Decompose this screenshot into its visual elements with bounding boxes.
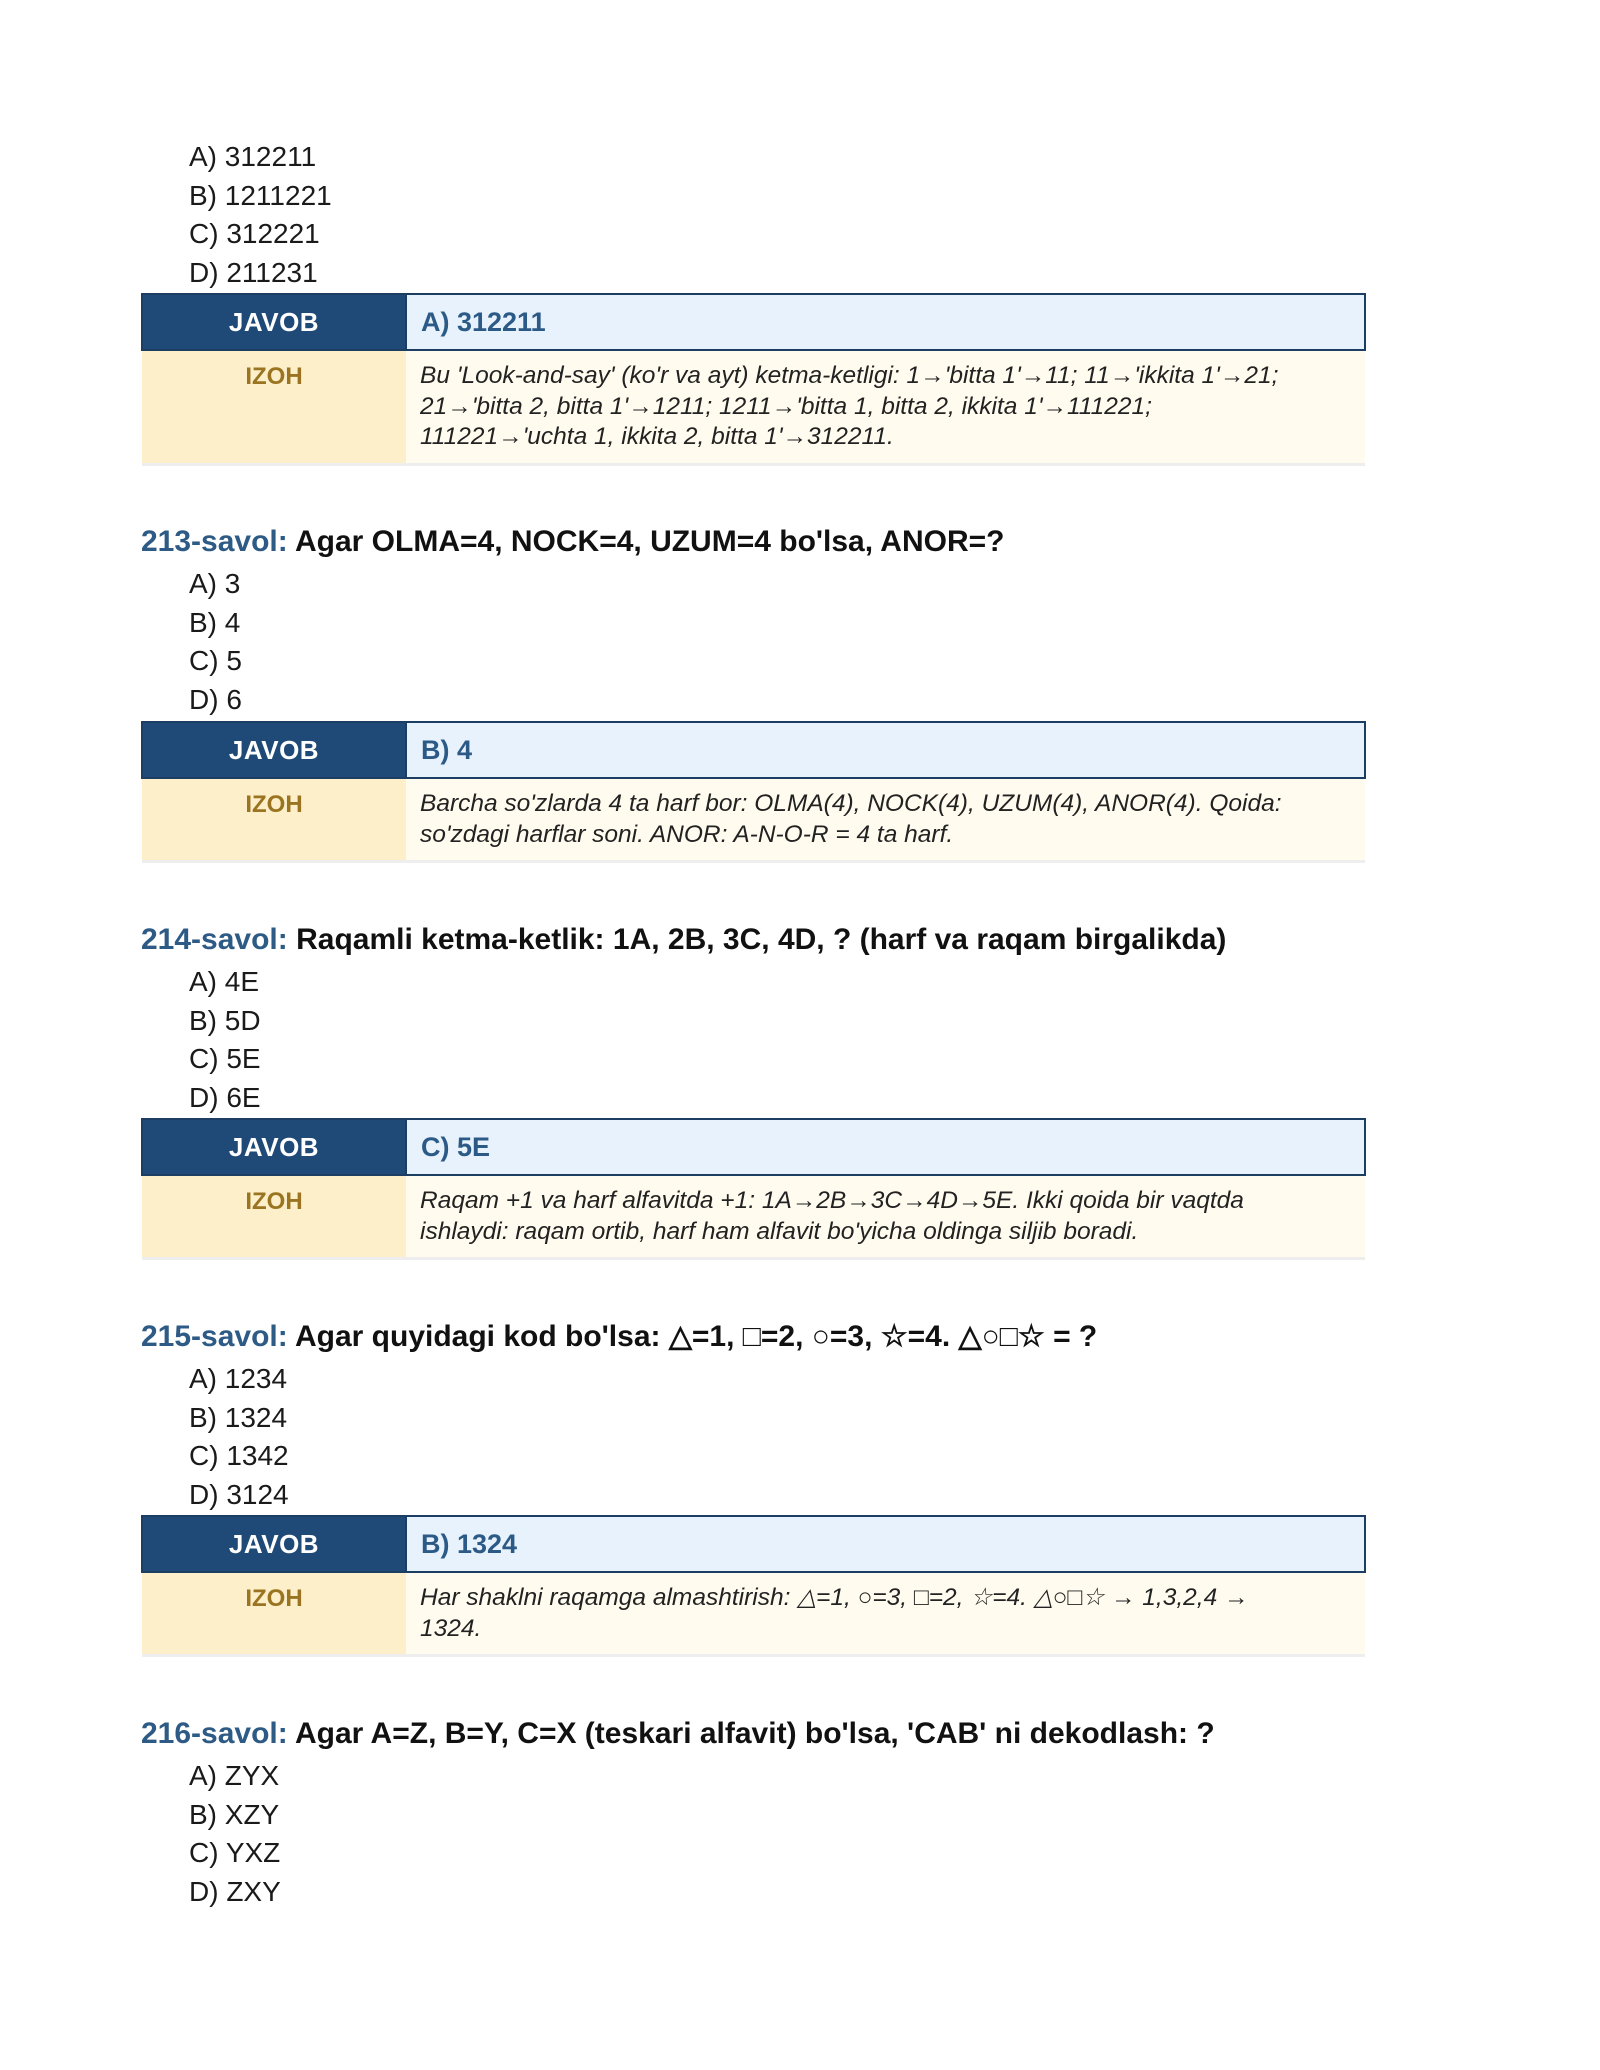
- q215-answer-table: [141, 1515, 1366, 1657]
- q214-option-d: D) 6E: [189, 1081, 261, 1113]
- q214-number: 214-savol:: [141, 923, 288, 956]
- q214-question: [141, 921, 1226, 959]
- q216-option-d: D) ZXY: [189, 1875, 281, 1907]
- q215-izoh-line-1: Har shaklni raqamga almashtirish: △=1, ○=3, □=2, ☆=4. △○□☆ → 1,3,2,4 →: [420, 1584, 1249, 1611]
- q212-options: [189, 138, 332, 292]
- q214-option-b: B) 5D: [189, 1004, 261, 1036]
- q215-options: [189, 1360, 289, 1514]
- q216-question: [141, 1715, 1215, 1753]
- q212-option-d: D) 211231: [189, 256, 318, 288]
- q216-text: Agar A=Z, B=Y, C=X (teskari alfavit) bo'lsa, 'CAB' ni dekodlash: ?: [294, 1717, 1215, 1750]
- q215-javob-label: JAVOB: [142, 1516, 406, 1572]
- q216-option-c: C) YXZ: [189, 1837, 281, 1869]
- q214-izoh-line-1: Raqam +1 va harf alfavitda +1: 1A→2B→3C→4D→5E. Ikki qoida bir vaqtda: [420, 1187, 1244, 1214]
- q215-text: Agar quyidagi kod bo'lsa: △=1, □=2, ○=3, ☆=4. △○□☆ = ?: [294, 1320, 1098, 1353]
- q214-option-c: C) 5E: [189, 1043, 261, 1075]
- q216-number: 216-savol:: [141, 1717, 288, 1750]
- q215-izoh-text: [406, 1572, 1365, 1656]
- q212-option-c: C) 312221: [189, 218, 320, 250]
- q214-izoh-line-2: ishlaydi: raqam ortib, harf ham alfavit bo'yicha oldinga siljib boradi.: [420, 1217, 1139, 1245]
- q212-izoh-line-1: Bu 'Look-and-say' (ko'r va ayt) ketma-ketligi: 1→'bitta 1'→11; 11→'ikkita 1'→21;: [420, 362, 1279, 389]
- q215-option-c: C) 1342: [189, 1440, 289, 1472]
- q212-javob-value: A) 312211: [406, 294, 1365, 350]
- q212-option-b: B) 1211221: [189, 179, 332, 211]
- q214-izoh-label: IZOH: [142, 1175, 406, 1259]
- q214-options: [189, 963, 261, 1117]
- q215-javob-value: B) 1324: [406, 1516, 1365, 1572]
- q214-text: Raqamli ketma-ketlik: 1A, 2B, 3C, 4D, ? (harf va raqam birgalikda): [296, 923, 1227, 956]
- q214-javob-value: C) 5E: [406, 1119, 1365, 1175]
- q212-izoh-line-2: 21→'bitta 2, bitta 1'→1211; 1211→'bitta 1, bitta 2, ikkita 1'→111221;: [420, 392, 1152, 420]
- q213-izoh-line-2: so'zdagi harflar soni. ANOR: A-N-O-R = 4 ta harf.: [420, 820, 954, 848]
- q216-options: [189, 1757, 281, 1911]
- q215-option-d: D) 3124: [189, 1478, 289, 1510]
- q215-izoh-label: IZOH: [142, 1572, 406, 1656]
- q213-javob-label: JAVOB: [142, 722, 406, 778]
- q214-javob-label: JAVOB: [142, 1119, 406, 1175]
- q213-option-a: A) 3: [189, 568, 241, 599]
- q212-option-a: A) 312211: [189, 141, 317, 172]
- q215-izoh-line-2: 1324.: [420, 1614, 482, 1642]
- q213-options: [189, 565, 242, 719]
- q214-option-a: A) 4E: [189, 966, 260, 997]
- q213-text: Agar OLMA=4, NOCK=4, UZUM=4 bo'lsa, ANOR=?: [294, 525, 1005, 558]
- q214-answer-table: [141, 1118, 1366, 1260]
- q216-option-b: B) XZY: [189, 1798, 280, 1830]
- q215-question: [141, 1318, 1097, 1356]
- q215-number: 215-savol:: [141, 1320, 288, 1353]
- q212-izoh-line-3: 111221→'uchta 1, ikkita 2, bitta 1'→312211.: [420, 423, 894, 450]
- q212-izoh-text: [406, 350, 1365, 464]
- q212-javob-label: JAVOB: [142, 294, 406, 350]
- q213-number: 213-savol:: [141, 525, 288, 558]
- q213-question: [141, 523, 1004, 561]
- q213-option-d: D) 6: [189, 683, 242, 715]
- q213-izoh-line-1: Barcha so'zlarda 4 ta harf bor: OLMA(4), NOCK(4), UZUM(4), ANOR(4). Qoida:: [420, 790, 1282, 817]
- q213-answer-table: [141, 721, 1366, 863]
- q212-answer-table: [141, 293, 1366, 466]
- q214-izoh-text: [406, 1175, 1365, 1259]
- q216-option-a: A) ZYX: [189, 1760, 280, 1791]
- q213-izoh-label: IZOH: [142, 778, 406, 862]
- q213-option-b: B) 4: [189, 606, 241, 638]
- q215-option-b: B) 1324: [189, 1401, 288, 1433]
- q213-izoh-text: [406, 778, 1365, 862]
- q215-option-a: A) 1234: [189, 1363, 288, 1394]
- q212-izoh-label: IZOH: [142, 350, 406, 464]
- q213-option-c: C) 5: [189, 645, 242, 677]
- q213-javob-value: B) 4: [406, 722, 1365, 778]
